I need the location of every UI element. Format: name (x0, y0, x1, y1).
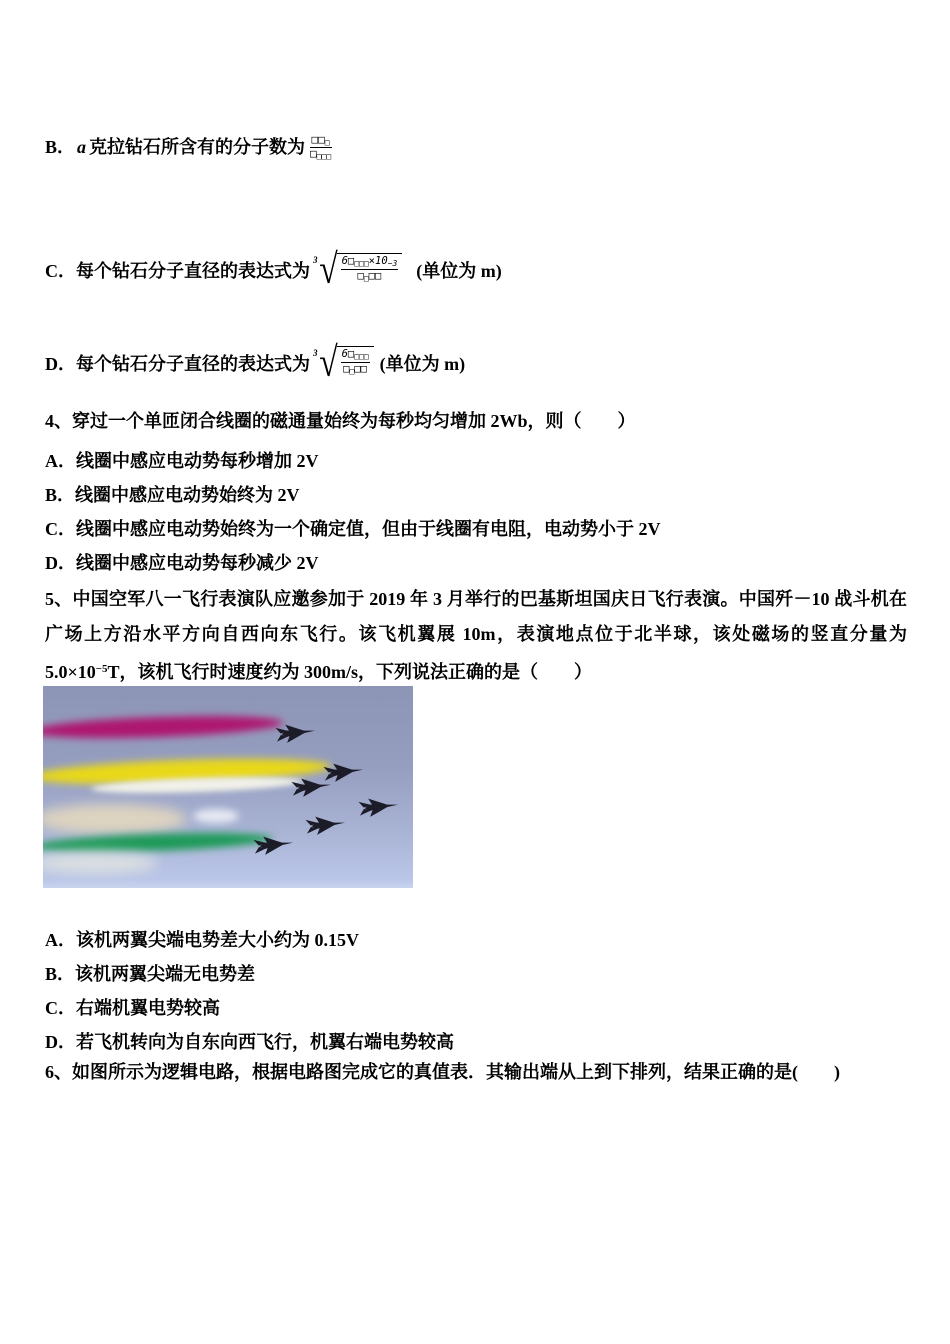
option-label: A． (45, 451, 76, 471)
q3-option-b-variable: a (77, 137, 87, 157)
q3-option-c-text: 每个钻石分子直径的表达式为 (76, 261, 310, 281)
q3-option-c-cube-root (313, 247, 402, 293)
jets-formation-photo (43, 686, 413, 888)
jet-icon (247, 831, 295, 860)
option-label: C． (45, 998, 76, 1018)
q5-option-c (45, 994, 220, 1020)
q4-option-d (45, 549, 319, 575)
fraction-numerator: 6□ (341, 255, 355, 267)
q3-option-b-fraction (308, 134, 333, 161)
q3-option-b (45, 133, 333, 161)
fraction-numerator: □□ (311, 133, 325, 146)
q4-option-c (45, 515, 661, 541)
root-index: 3 (313, 348, 318, 358)
option-text: 线圈中感应电动势始终为一个确定值，但由于线圈有电阻，电动势小于 2V (76, 519, 661, 539)
q4-stem: 4、穿过一个单匝闭合线圈的磁通量始终为每秒均匀增加 2Wb，则（ ） (45, 411, 636, 431)
times-ten: ×10 (368, 255, 388, 267)
option-label: A． (45, 930, 76, 950)
q3-option-d-text: 每个钻石分子直径的表达式为 (76, 354, 310, 374)
q3-option-b-label: B． (45, 137, 76, 157)
magenta-smoke-trail (43, 713, 283, 742)
q4-option-b (45, 481, 300, 507)
white-smoke-lower (43, 852, 158, 874)
fraction-denominator: □ (343, 362, 350, 375)
q3-option-c-unit: (单位为 m) (416, 261, 502, 281)
root-sign: √ (318, 247, 338, 293)
q5-stem-exponent: −5 (95, 663, 108, 675)
q4-option-a (45, 447, 319, 473)
fraction-numerator-subscript: □□□ (354, 352, 369, 361)
q5-option-a (45, 926, 359, 952)
option-label: D． (45, 1032, 76, 1052)
jet-icon (285, 773, 333, 802)
option-text: 线圈中感应电动势始终为 2V (75, 485, 300, 505)
q5-stem-text: 5、中国空军八一飞行表演队应邀参加于 2019 年 3 月举行的巴基斯坦国庆日飞行表演。中国歼－10 战斗机在广场上方沿水平方向自西向东飞行。该飞机翼展 10m，表演地点位于北半球，该处磁场的竖直分量为 5.0×10 (45, 589, 907, 682)
fraction-denominator-subscript: □ (363, 273, 369, 283)
fraction-numerator-subscript: □□□ (354, 259, 369, 268)
q3-option-c (45, 247, 502, 293)
fraction-denominator-subscript: □ (349, 366, 355, 376)
option-text: 若飞机转向为自东向西飞行，机翼右端电势较高 (76, 1032, 454, 1052)
exponent: −3 (387, 259, 398, 268)
green-smoke-trail (43, 830, 273, 855)
cream-smoke-cloud (43, 804, 187, 834)
q3-option-d-label: D． (45, 354, 76, 374)
fraction-denominator-tail: □□ (354, 362, 368, 375)
q3-option-d-unit: (单位为 m) (379, 354, 466, 374)
jet-icon (269, 719, 317, 748)
fraction-denominator-subscript: □□□ (316, 152, 332, 162)
root-index: 3 (313, 255, 318, 265)
option-text: 线圈中感应电动势每秒减少 2V (76, 553, 319, 573)
fraction-denominator: □ (310, 147, 317, 161)
option-text: 线圈中感应电动势每秒增加 2V (76, 451, 319, 471)
option-label: B． (45, 964, 76, 984)
small-white-cloud (193, 809, 239, 823)
q5-option-d (45, 1028, 454, 1054)
q3-option-b-text: 克拉钻石所含有的分子数为 (89, 137, 306, 157)
q5-option-b (45, 960, 255, 986)
q5-stem-text-tail: T，该机飞行时速度约为 300m/s，下列说法正确的是（ ） (107, 662, 593, 682)
fraction-numerator: 6□ (341, 348, 355, 360)
option-label: B． (45, 485, 76, 505)
root-sign: √ (318, 340, 338, 386)
q3-option-d (45, 340, 466, 386)
option-text: 该机两翼尖端电势差大小约为 0.15V (76, 930, 359, 950)
option-label: D． (45, 553, 76, 573)
q3-option-d-cube-root (313, 340, 374, 386)
jet-icon (299, 811, 347, 840)
fraction-denominator: □ (357, 269, 364, 282)
option-text: 右端机翼电势较高 (76, 998, 220, 1018)
q5-stem (45, 582, 907, 690)
fraction-numerator-subscript: □ (324, 138, 330, 147)
option-text: 该机两翼尖端无电势差 (75, 964, 256, 984)
jet-icon (352, 793, 400, 822)
option-label: C． (45, 519, 76, 539)
q6-stem: 6、如图所示为逻辑电路，根据电路图完成它的真值表．其输出端从上到下排列，结果正确的是( ) (45, 1062, 840, 1082)
fraction-denominator-tail: □□ (368, 269, 382, 282)
q3-option-c-label: C． (45, 261, 76, 281)
